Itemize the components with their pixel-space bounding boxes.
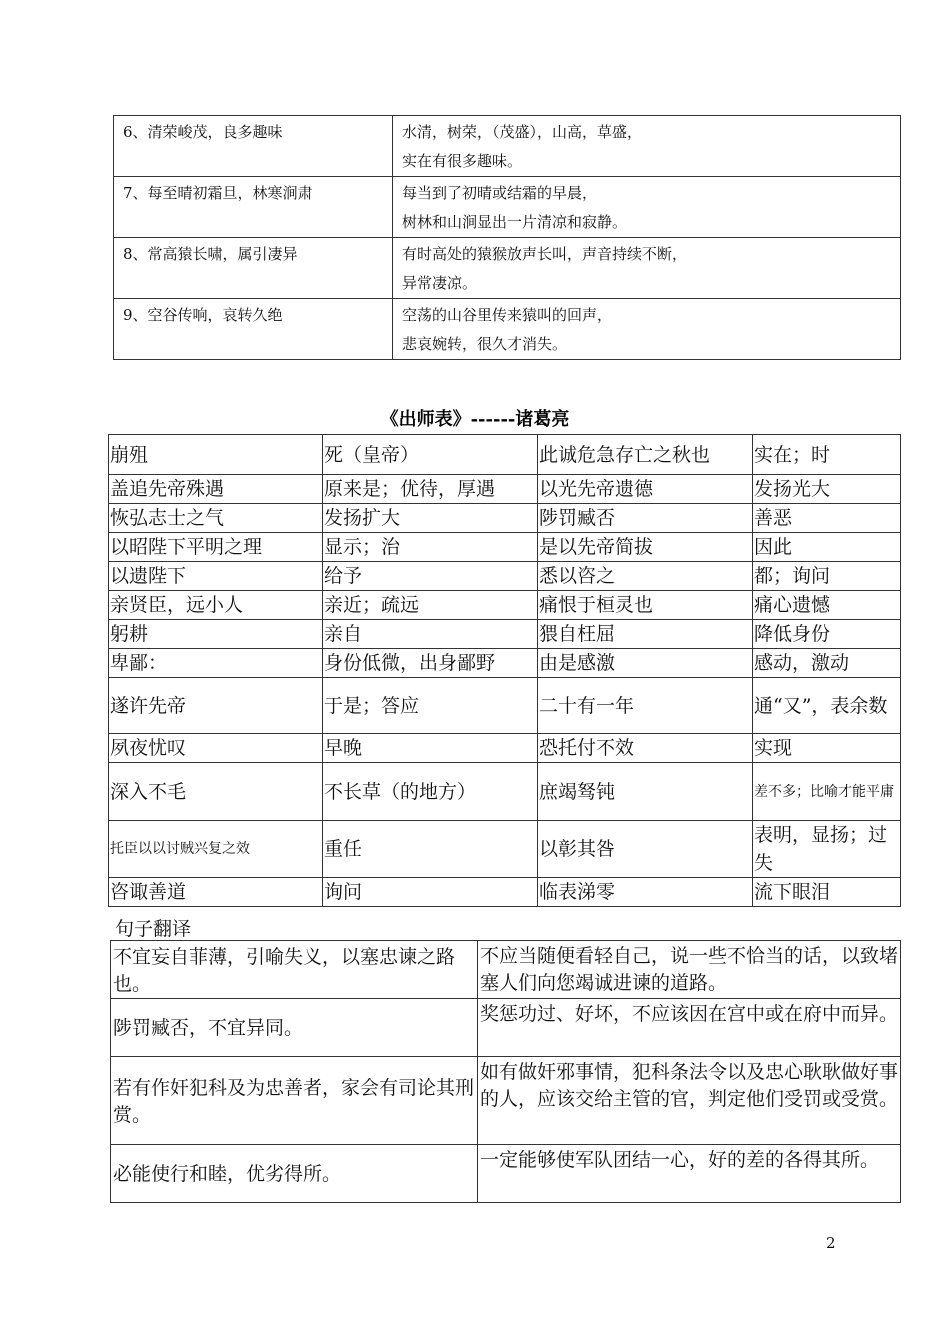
translation-cell: 奖惩功过、好坏，不应该因在宫中或在府中而异。: [478, 999, 901, 1057]
meaning-cell: 发扬扩大: [323, 504, 538, 533]
term-cell: 陟罚臧否: [538, 504, 753, 533]
meaning-cell: 善恶: [753, 504, 901, 533]
table-row: [109, 678, 901, 734]
translation-line: 有时高处的猿猴放声长叫，声音持续不断，: [402, 245, 688, 263]
meaning-cell: 实现: [753, 734, 901, 763]
meaning-cell: 给予: [323, 562, 538, 591]
source-cell: 必能使行和睦，优劣得所。: [111, 1145, 478, 1203]
table-row: [109, 763, 901, 821]
meaning-cell: 痛心遗憾: [753, 591, 901, 620]
source-cell: 若有作奸犯科及为忠善者，家会有司论其刑赏。: [111, 1057, 478, 1145]
table-row: [111, 999, 901, 1057]
table-row: [109, 821, 901, 878]
table-row: [114, 116, 901, 177]
source-cell: 6、清荣峻茂，良多趣味: [114, 116, 393, 177]
translation-cell: 一定能够使军队团结一心，好的差的各得其所。: [478, 1145, 901, 1203]
translation-line: 水清，树荣，（茂盛），山高，草盛，: [402, 123, 643, 141]
table-row: [111, 1057, 901, 1145]
table-row: [109, 435, 901, 475]
table-row: [109, 591, 901, 620]
translation-table-1: [113, 115, 901, 360]
term-cell: 遂许先帝: [109, 678, 323, 734]
table-row: [114, 177, 901, 238]
table-row: [111, 1145, 901, 1203]
table-row: [109, 649, 901, 678]
term-cell: 二十有一年: [538, 678, 753, 734]
meaning-cell: 发扬光大: [753, 475, 901, 504]
translation-cell: 如有做奸邪事情，犯科条法令以及忠心耿耿做好事的人，应该交给主管的官，判定他们受罚或受赏。: [478, 1057, 901, 1145]
term-cell: 庶竭驽钝: [538, 763, 753, 821]
table-row: [111, 941, 901, 999]
vocabulary-table: [108, 434, 901, 907]
page-number: 2: [826, 1234, 836, 1252]
meaning-cell: 于是；答应: [323, 678, 538, 734]
translation-line: 悲哀婉转，很久才消失。: [402, 335, 568, 353]
meaning-cell: 实在；时: [753, 435, 901, 475]
translation-cell: [393, 177, 901, 238]
table-row: [109, 562, 901, 591]
meaning-cell: 降低身份: [753, 620, 901, 649]
table-row: [109, 533, 901, 562]
term-cell: 亲贤臣，远小人: [109, 591, 323, 620]
meaning-cell: 身份低微，出身鄙野: [323, 649, 538, 678]
term-cell: 夙夜忧叹: [109, 734, 323, 763]
term-cell: 由是感激: [538, 649, 753, 678]
meaning-cell: 死（皇帝）: [323, 435, 538, 475]
sentence-table: [110, 940, 901, 1203]
source-cell: 8、常高猿长啸，属引凄异: [114, 238, 393, 299]
translation-line: 异常凄凉。: [402, 274, 478, 292]
meaning-cell: 因此: [753, 533, 901, 562]
term-cell: 以昭陛下平明之理: [109, 533, 323, 562]
term-cell: 托臣以以讨贼兴复之效: [109, 821, 323, 878]
term-cell: 以光先帝遗德: [538, 475, 753, 504]
term-cell: 临表涕零: [538, 878, 753, 907]
table-row: [109, 734, 901, 763]
translation-cell: 不应当随便看轻自己，说一些不恰当的话，以致堵塞人们向您竭诚进谏的道路。: [478, 941, 901, 999]
meaning-cell: 亲自: [323, 620, 538, 649]
term-cell: 深入不毛: [109, 763, 323, 821]
term-cell: 盖追先帝殊遇: [109, 475, 323, 504]
source-cell: 陟罚臧否，不宜异同。: [111, 999, 478, 1057]
meaning-cell: 感动，激动: [753, 649, 901, 678]
table-row: [114, 299, 901, 360]
term-cell: 猥自枉屈: [538, 620, 753, 649]
meaning-cell: 流下眼泪: [753, 878, 901, 907]
table-row: [109, 475, 901, 504]
translation-line: 每当到了初晴或结霜的早晨，: [402, 184, 598, 202]
table-row: [109, 878, 901, 907]
term-cell: 恢弘志士之气: [109, 504, 323, 533]
sentence-heading: 句子翻译: [115, 918, 192, 940]
section-title: 《出师表》------诸葛亮: [380, 409, 570, 430]
meaning-cell: 都；询问: [753, 562, 901, 591]
term-cell: 痛恨于桓灵也: [538, 591, 753, 620]
meaning-cell: 差不多；比喻才能平庸: [753, 763, 901, 821]
translation-line: 实在有很多趣味。: [402, 152, 523, 170]
meaning-cell: 不长草（的地方）: [323, 763, 538, 821]
term-cell: 悉以咨之: [538, 562, 753, 591]
translation-line: 空荡的山谷里传来猿叫的回声，: [402, 306, 613, 324]
term-cell: 躬耕: [109, 620, 323, 649]
term-cell: 咨诹善道: [109, 878, 323, 907]
term-cell: 此诚危急存亡之秋也: [538, 435, 753, 475]
meaning-cell: 早晚: [323, 734, 538, 763]
translation-cell: [393, 116, 901, 177]
translation-cell: [393, 238, 901, 299]
meaning-cell: 询问: [323, 878, 538, 907]
meaning-cell: 重任: [323, 821, 538, 878]
term-cell: 崩殂: [109, 435, 323, 475]
term-cell: 是以先帝简拔: [538, 533, 753, 562]
meaning-cell: 表明，显扬；过失: [753, 821, 901, 878]
meaning-cell: 显示；治: [323, 533, 538, 562]
meaning-cell: 通“又”，表余数: [753, 678, 901, 734]
term-cell: 恐托付不效: [538, 734, 753, 763]
term-cell: 卑鄙：: [109, 649, 323, 678]
source-cell: 7、每至晴初霜旦，林寒涧肃: [114, 177, 393, 238]
table-row: [109, 504, 901, 533]
meaning-cell: 亲近；疏远: [323, 591, 538, 620]
source-cell: 9、空谷传响，哀转久绝: [114, 299, 393, 360]
translation-cell: [393, 299, 901, 360]
source-cell: 不宜妄自菲薄，引喻失义，以塞忠谏之路也。: [111, 941, 478, 999]
table-row: [109, 620, 901, 649]
table-row: [114, 238, 901, 299]
term-cell: 以遗陛下: [109, 562, 323, 591]
term-cell: 以彰其咎: [538, 821, 753, 878]
translation-line: 树林和山涧显出一片清凉和寂静。: [402, 213, 628, 231]
meaning-cell: 原来是；优待，厚遇: [323, 475, 538, 504]
